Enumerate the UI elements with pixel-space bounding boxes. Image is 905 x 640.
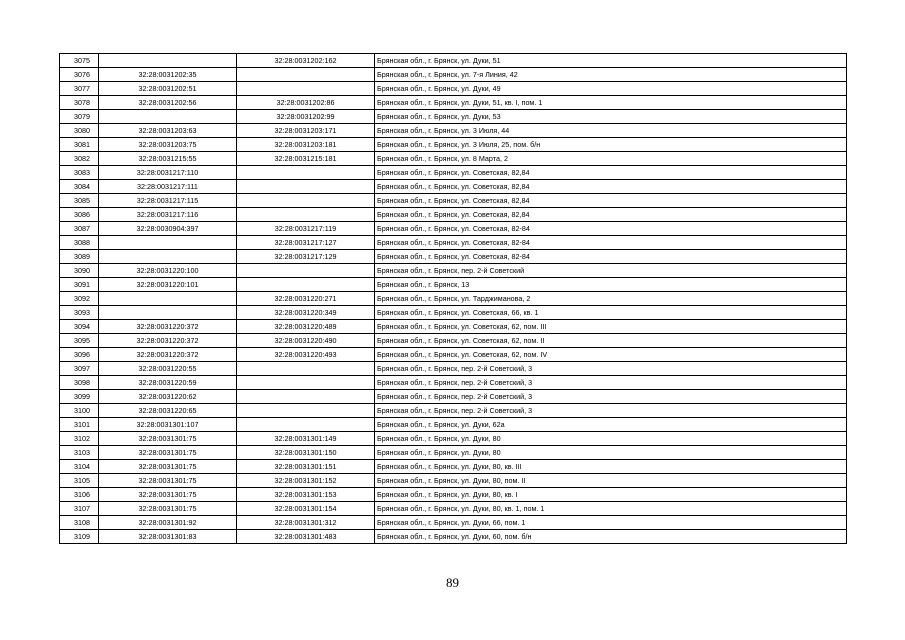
- address-cell: Брянская обл., г. Брянск, ул. Советская, 82-84: [375, 236, 847, 250]
- table-row: [60, 264, 847, 278]
- page-number: 89: [446, 575, 459, 590]
- table-row: [60, 138, 847, 152]
- related-cadastral-number-cell: 32:28:0031215:181: [237, 152, 375, 166]
- row-number-cell: 3100: [60, 404, 99, 418]
- table-row: [60, 110, 847, 124]
- cadastral-number-cell: 32:28:0031301:107: [99, 418, 237, 432]
- row-number-cell: 3078: [60, 96, 99, 110]
- table-row: [60, 376, 847, 390]
- row-number-cell: 3082: [60, 152, 99, 166]
- related-cadastral-number-cell: 32:28:0031301:154: [237, 502, 375, 516]
- row-number-cell: 3089: [60, 250, 99, 264]
- table-row: [60, 362, 847, 376]
- table-row: [60, 334, 847, 348]
- row-number-cell: 3090: [60, 264, 99, 278]
- cadastral-number-cell: 32:28:0031220:372: [99, 348, 237, 362]
- cadastral-number-cell: 32:28:0031202:56: [99, 96, 237, 110]
- cadastral-number-cell: 32:28:0031203:75: [99, 138, 237, 152]
- table-row: [60, 516, 847, 530]
- cadastral-number-cell: [99, 54, 237, 68]
- cadastral-number-cell: [99, 292, 237, 306]
- row-number-cell: 3103: [60, 446, 99, 460]
- cadastral-number-cell: 32:28:0031301:75: [99, 474, 237, 488]
- address-cell: Брянская обл., г. Брянск, ул. Дуки, 62а: [375, 418, 847, 432]
- table-row: [60, 474, 847, 488]
- row-number-cell: 3087: [60, 222, 99, 236]
- address-cell: Брянская обл., г. Брянск, ул. Дуки, 80, пом. II: [375, 474, 847, 488]
- row-number-cell: 3105: [60, 474, 99, 488]
- address-cell: Брянская обл., г. Брянск, ул. Советская, 82,84: [375, 208, 847, 222]
- table-row: [60, 530, 847, 544]
- row-number-cell: 3079: [60, 110, 99, 124]
- address-cell: Брянская обл., г. Брянск, ул. Дуки, 66, пом. 1: [375, 516, 847, 530]
- address-cell: Брянская обл., г. Брянск, ул. Дуки, 51: [375, 54, 847, 68]
- row-number-cell: 3109: [60, 530, 99, 544]
- related-cadastral-number-cell: 32:28:0031301:312: [237, 516, 375, 530]
- table-row: [60, 54, 847, 68]
- table-row: [60, 222, 847, 236]
- related-cadastral-number-cell: 32:28:0031301:151: [237, 460, 375, 474]
- address-cell: Брянская обл., г. Брянск, ул. 3 Июля, 44: [375, 124, 847, 138]
- cadastral-number-cell: 32:28:0031220:372: [99, 334, 237, 348]
- table-row: [60, 250, 847, 264]
- address-cell: Брянская обл., г. Брянск, 13: [375, 278, 847, 292]
- related-cadastral-number-cell: 32:28:0031202:99: [237, 110, 375, 124]
- related-cadastral-number-cell: 32:28:0031301:152: [237, 474, 375, 488]
- table-row: [60, 194, 847, 208]
- cadastral-number-cell: 32:28:0031217:115: [99, 194, 237, 208]
- address-cell: Брянская обл., г. Брянск, ул. Дуки, 49: [375, 82, 847, 96]
- cadastral-number-cell: 32:28:0031220:59: [99, 376, 237, 390]
- table-row: [60, 278, 847, 292]
- table-row: [60, 208, 847, 222]
- table-row: [60, 152, 847, 166]
- cadastral-number-cell: [99, 236, 237, 250]
- table-row: [60, 446, 847, 460]
- related-cadastral-number-cell: [237, 404, 375, 418]
- address-cell: Брянская обл., г. Брянск, ул. Дуки, 53: [375, 110, 847, 124]
- address-cell: Брянская обл., г. Брянск, ул. Советская, 82-84: [375, 250, 847, 264]
- cadastral-number-cell: [99, 306, 237, 320]
- cadastral-number-cell: 32:28:0031202:51: [99, 82, 237, 96]
- table-row: [60, 180, 847, 194]
- table-row: [60, 124, 847, 138]
- related-cadastral-number-cell: 32:28:0031203:171: [237, 124, 375, 138]
- table-row: [60, 166, 847, 180]
- row-number-cell: 3080: [60, 124, 99, 138]
- row-number-cell: 3084: [60, 180, 99, 194]
- cadastral-number-cell: 32:28:0031220:55: [99, 362, 237, 376]
- related-cadastral-number-cell: 32:28:0031220:493: [237, 348, 375, 362]
- address-cell: Брянская обл., г. Брянск, ул. Дуки, 80, кв. I: [375, 488, 847, 502]
- cadastral-number-cell: 32:28:0031301:75: [99, 432, 237, 446]
- row-number-cell: 3088: [60, 236, 99, 250]
- address-cell: Брянская обл., г. Брянск, ул. Тарджиманова, 2: [375, 292, 847, 306]
- address-cell: Брянская обл., г. Брянск, ул. Дуки, 80, кв. III: [375, 460, 847, 474]
- cadastral-number-cell: 32:28:0031220:62: [99, 390, 237, 404]
- row-number-cell: 3081: [60, 138, 99, 152]
- table-row: [60, 348, 847, 362]
- address-cell: Брянская обл., г. Брянск, ул. 8 Марта, 2: [375, 152, 847, 166]
- related-cadastral-number-cell: [237, 376, 375, 390]
- related-cadastral-number-cell: [237, 264, 375, 278]
- related-cadastral-number-cell: 32:28:0031301:153: [237, 488, 375, 502]
- related-cadastral-number-cell: 32:28:0031203:181: [237, 138, 375, 152]
- address-cell: Брянская обл., г. Брянск, ул. Советская, 82,84: [375, 166, 847, 180]
- row-number-cell: 3099: [60, 390, 99, 404]
- row-number-cell: 3101: [60, 418, 99, 432]
- row-number-cell: 3095: [60, 334, 99, 348]
- cadastral-number-cell: [99, 110, 237, 124]
- address-cell: Брянская обл., г. Брянск, ул. Советская, 82-84: [375, 222, 847, 236]
- row-number-cell: 3075: [60, 54, 99, 68]
- table-row: [60, 292, 847, 306]
- address-cell: Брянская обл., г. Брянск, ул. Дуки, 51, кв. I, пом. 1: [375, 96, 847, 110]
- address-cell: Брянская обл., г. Брянск, пер. 2-й Советский, 3: [375, 390, 847, 404]
- table-row: [60, 460, 847, 474]
- cadastral-number-cell: 32:28:0030904:397: [99, 222, 237, 236]
- row-number-cell: 3091: [60, 278, 99, 292]
- address-cell: Брянская обл., г. Брянск, ул. Советская, 62, пом. II: [375, 334, 847, 348]
- cadastral-number-cell: 32:28:0031301:75: [99, 446, 237, 460]
- related-cadastral-number-cell: [237, 82, 375, 96]
- address-cell: Брянская обл., г. Брянск, ул. Советская, 82,84: [375, 194, 847, 208]
- address-cell: Брянская обл., г. Брянск, пер. 2-й Советский, 3: [375, 362, 847, 376]
- cadastral-number-cell: 32:28:0031301:75: [99, 460, 237, 474]
- row-number-cell: 3108: [60, 516, 99, 530]
- address-cell: Брянская обл., г. Брянск, пер. 2-й Советский, 3: [375, 404, 847, 418]
- table-row: [60, 404, 847, 418]
- table-row: [60, 432, 847, 446]
- cadastral-number-cell: 32:28:0031215:55: [99, 152, 237, 166]
- row-number-cell: 3106: [60, 488, 99, 502]
- table-row: [60, 320, 847, 334]
- table-row: [60, 82, 847, 96]
- related-cadastral-number-cell: [237, 180, 375, 194]
- row-number-cell: 3077: [60, 82, 99, 96]
- related-cadastral-number-cell: 32:28:0031301:483: [237, 530, 375, 544]
- related-cadastral-number-cell: [237, 390, 375, 404]
- table-row: [60, 418, 847, 432]
- cadastral-number-cell: 32:28:0031301:92: [99, 516, 237, 530]
- related-cadastral-number-cell: 32:28:0031301:149: [237, 432, 375, 446]
- cadastral-number-cell: 32:28:0031301:75: [99, 488, 237, 502]
- related-cadastral-number-cell: 32:28:0031202:86: [237, 96, 375, 110]
- cadastral-table-body: [60, 54, 847, 544]
- related-cadastral-number-cell: [237, 208, 375, 222]
- table-row: [60, 306, 847, 320]
- related-cadastral-number-cell: 32:28:0031301:150: [237, 446, 375, 460]
- cadastral-number-cell: 32:28:0031203:63: [99, 124, 237, 138]
- cadastral-number-cell: 32:28:0031217:116: [99, 208, 237, 222]
- related-cadastral-number-cell: 32:28:0031220:489: [237, 320, 375, 334]
- related-cadastral-number-cell: 32:28:0031220:349: [237, 306, 375, 320]
- related-cadastral-number-cell: [237, 362, 375, 376]
- address-cell: Брянская обл., г. Брянск, ул. Советская, 62, пом. IV: [375, 348, 847, 362]
- cadastral-number-cell: 32:28:0031220:65: [99, 404, 237, 418]
- address-cell: Брянская обл., г. Брянск, ул. Дуки, 80: [375, 446, 847, 460]
- address-cell: Брянская обл., г. Брянск, пер. 2-й Советский, 3: [375, 376, 847, 390]
- row-number-cell: 3076: [60, 68, 99, 82]
- address-cell: Брянская обл., г. Брянск, ул. 3 Июля, 25, пом. б/н: [375, 138, 847, 152]
- address-cell: Брянская обл., г. Брянск, ул. Советская, 62, пом. III: [375, 320, 847, 334]
- address-cell: Брянская обл., г. Брянск, ул. Советская, 66, кв. 1: [375, 306, 847, 320]
- related-cadastral-number-cell: 32:28:0031217:119: [237, 222, 375, 236]
- address-cell: Брянская обл., г. Брянск, ул. Дуки, 80: [375, 432, 847, 446]
- related-cadastral-number-cell: 32:28:0031217:127: [237, 236, 375, 250]
- table-row: [60, 236, 847, 250]
- related-cadastral-number-cell: [237, 418, 375, 432]
- row-number-cell: 3092: [60, 292, 99, 306]
- cadastral-number-cell: 32:28:0031220:100: [99, 264, 237, 278]
- related-cadastral-number-cell: 32:28:0031220:490: [237, 334, 375, 348]
- row-number-cell: 3097: [60, 362, 99, 376]
- row-number-cell: 3096: [60, 348, 99, 362]
- row-number-cell: 3085: [60, 194, 99, 208]
- cadastral-number-cell: 32:28:0031301:75: [99, 502, 237, 516]
- related-cadastral-number-cell: 32:28:0031217:129: [237, 250, 375, 264]
- address-cell: Брянская обл., г. Брянск, ул. 7-я Линия, 42: [375, 68, 847, 82]
- row-number-cell: 3107: [60, 502, 99, 516]
- cadastral-number-cell: 32:28:0031220:372: [99, 320, 237, 334]
- related-cadastral-number-cell: [237, 68, 375, 82]
- row-number-cell: 3094: [60, 320, 99, 334]
- cadastral-table: [59, 53, 847, 544]
- cadastral-number-cell: [99, 250, 237, 264]
- table-row: [60, 502, 847, 516]
- row-number-cell: 3086: [60, 208, 99, 222]
- cadastral-number-cell: 32:28:0031217:110: [99, 166, 237, 180]
- table-row: [60, 68, 847, 82]
- related-cadastral-number-cell: 32:28:0031220:271: [237, 292, 375, 306]
- row-number-cell: 3098: [60, 376, 99, 390]
- related-cadastral-number-cell: [237, 166, 375, 180]
- row-number-cell: 3083: [60, 166, 99, 180]
- related-cadastral-number-cell: [237, 194, 375, 208]
- related-cadastral-number-cell: 32:28:0031202:162: [237, 54, 375, 68]
- cadastral-number-cell: 32:28:0031220:101: [99, 278, 237, 292]
- row-number-cell: 3104: [60, 460, 99, 474]
- address-cell: Брянская обл., г. Брянск, пер. 2-й Советский: [375, 264, 847, 278]
- table-row: [60, 96, 847, 110]
- cadastral-number-cell: 32:28:0031217:111: [99, 180, 237, 194]
- table-row: [60, 488, 847, 502]
- table-row: [60, 390, 847, 404]
- address-cell: Брянская обл., г. Брянск, ул. Дуки, 80, кв. 1, пом. 1: [375, 502, 847, 516]
- address-cell: Брянская обл., г. Брянск, ул. Советская, 82,84: [375, 180, 847, 194]
- address-cell: Брянская обл., г. Брянск, ул. Дуки, 60, пом. б/н: [375, 530, 847, 544]
- row-number-cell: 3102: [60, 432, 99, 446]
- row-number-cell: 3093: [60, 306, 99, 320]
- related-cadastral-number-cell: [237, 278, 375, 292]
- cadastral-number-cell: 32:28:0031301:83: [99, 530, 237, 544]
- cadastral-number-cell: 32:28:0031202:35: [99, 68, 237, 82]
